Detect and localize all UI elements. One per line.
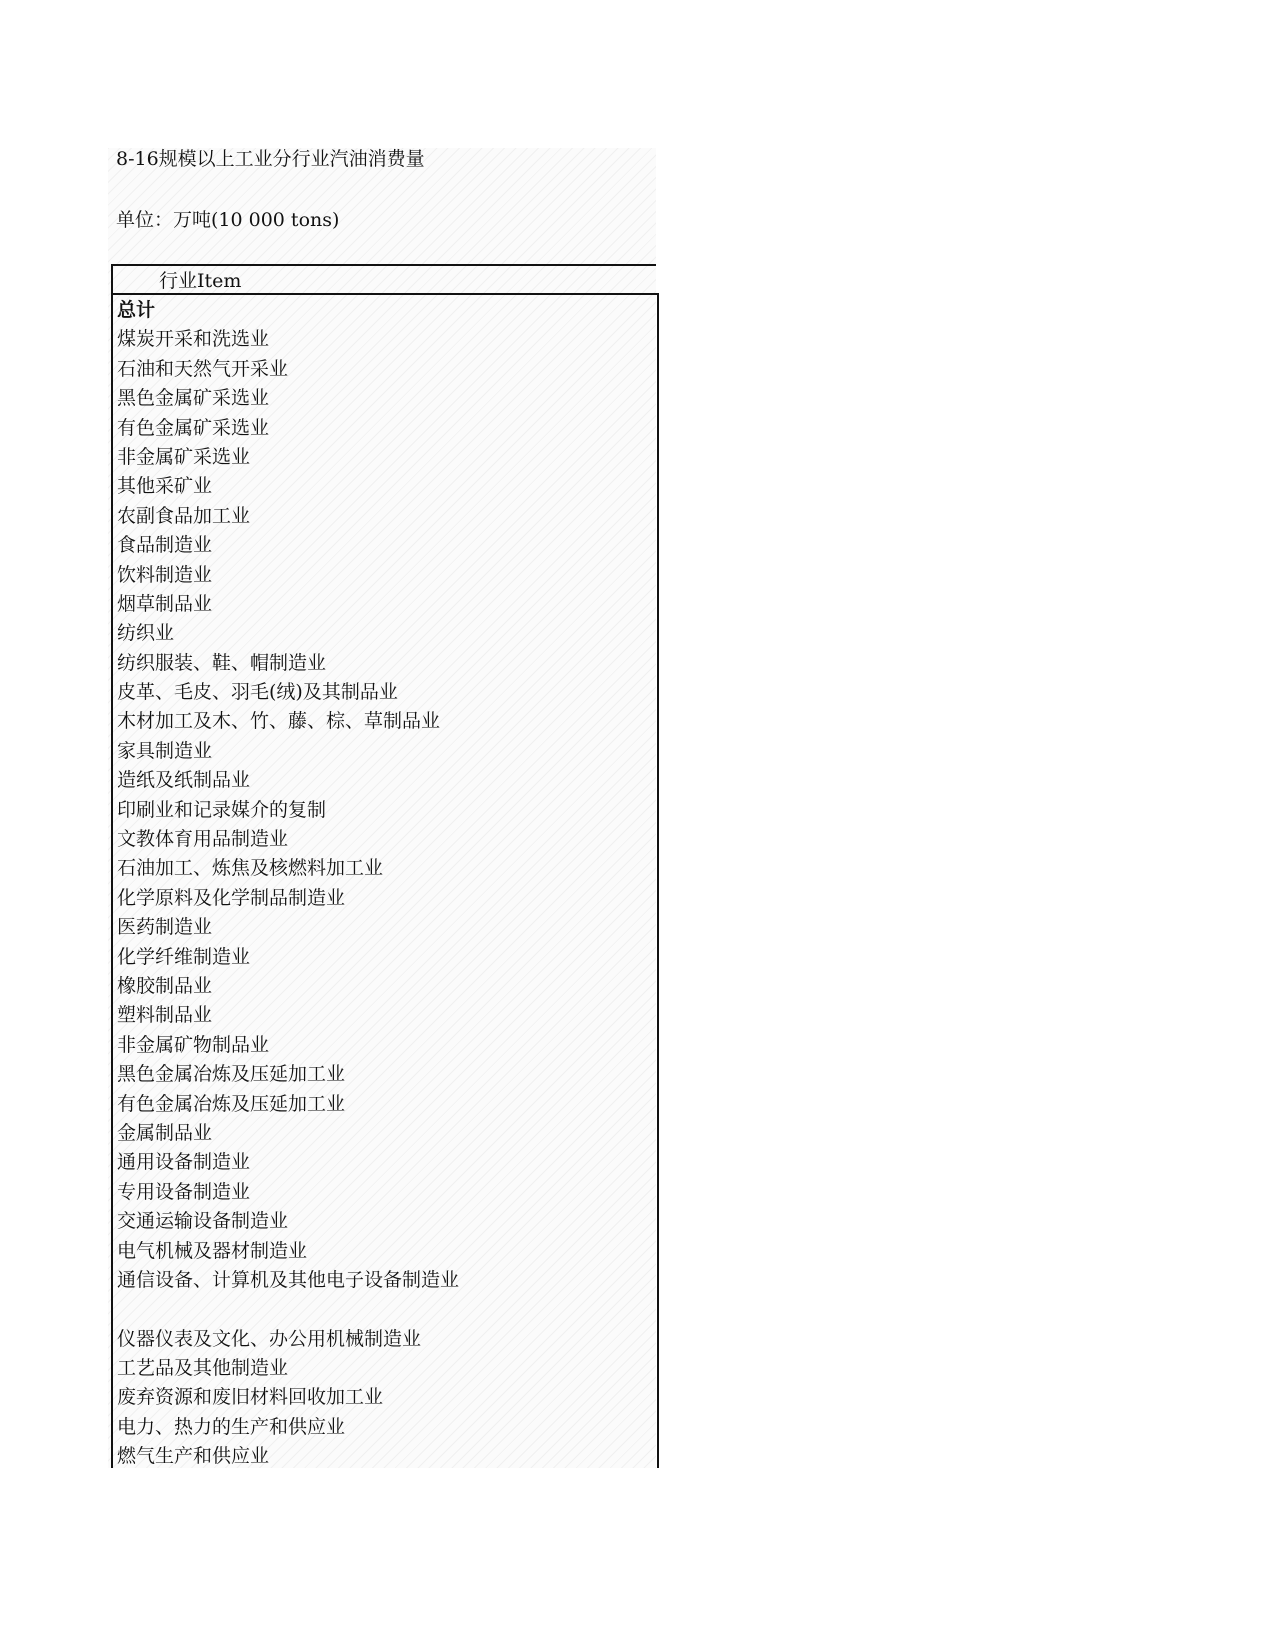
table-row: 黑色金属矿采选业 xyxy=(117,387,270,410)
table-row: 金属制品业 xyxy=(117,1121,213,1144)
table-row: 造纸及纸制品业 xyxy=(117,769,251,792)
table-row: 烟草制品业 xyxy=(117,592,213,615)
table-row: 黑色金属冶炼及压延加工业 xyxy=(117,1063,346,1086)
table-header-row xyxy=(111,264,656,293)
table-row: 农副食品加工业 xyxy=(117,504,251,527)
table-row: 食品制造业 xyxy=(117,534,213,557)
table-row: 非金属矿采选业 xyxy=(117,445,251,468)
table-row: 非金属矿物制品业 xyxy=(117,1033,270,1056)
table-row: 塑料制品业 xyxy=(117,1004,213,1027)
table-row: 文教体育用品制造业 xyxy=(117,828,289,851)
table-row: 有色金属冶炼及压延加工业 xyxy=(117,1092,346,1115)
table-row: 交通运输设备制造业 xyxy=(117,1210,289,1233)
table-row: 燃气生产和供应业 xyxy=(117,1445,270,1468)
table-row: 废弃资源和废旧材料回收加工业 xyxy=(117,1386,384,1409)
table-row: 仪器仪表及文化、办公用机械制造业 xyxy=(117,1327,422,1350)
table-row: 皮革、毛皮、羽毛(绒)及其制品业 xyxy=(117,681,398,704)
table-row-total: 总计 xyxy=(117,299,156,321)
table-row: 医药制造业 xyxy=(117,916,213,939)
table-row: 通用设备制造业 xyxy=(117,1151,251,1174)
table-row: 印刷业和记录媒介的复制 xyxy=(117,798,327,821)
table-row: 电力、热力的生产和供应业 xyxy=(117,1415,346,1438)
table-row: 石油和天然气开采业 xyxy=(117,357,289,380)
table-row: 化学原料及化学制品制造业 xyxy=(117,886,346,909)
table-row: 其他采矿业 xyxy=(117,475,213,498)
column-header-item: 行业Item xyxy=(159,270,242,292)
table-row: 家具制造业 xyxy=(117,739,213,762)
table-row: 木材加工及木、竹、藤、棕、草制品业 xyxy=(117,710,441,733)
table-row-blank xyxy=(117,1295,459,1324)
table-row: 电气机械及器材制造业 xyxy=(117,1239,308,1262)
industry-list xyxy=(117,296,459,1472)
unit-label: 单位：万吨(10 000 tons) xyxy=(116,209,340,231)
table-row: 石油加工、炼焦及核燃料加工业 xyxy=(117,857,384,880)
industry-table xyxy=(111,293,659,1468)
table-row: 有色金属矿采选业 xyxy=(117,416,270,439)
table-row: 橡胶制品业 xyxy=(117,974,213,997)
table-row: 纺织服装、鞋、帽制造业 xyxy=(117,651,327,674)
page-title: 8-16规模以上工业分行业汽油消费量 xyxy=(116,148,425,170)
table-row: 饮料制造业 xyxy=(117,563,213,586)
table-row: 纺织业 xyxy=(117,622,175,645)
table-row: 煤炭开采和洗选业 xyxy=(117,328,270,351)
table-row: 专用设备制造业 xyxy=(117,1180,251,1203)
table-row: 通信设备、计算机及其他电子设备制造业 xyxy=(117,1268,460,1291)
table-row: 工艺品及其他制造业 xyxy=(117,1357,289,1380)
table-row: 化学纤维制造业 xyxy=(117,945,251,968)
